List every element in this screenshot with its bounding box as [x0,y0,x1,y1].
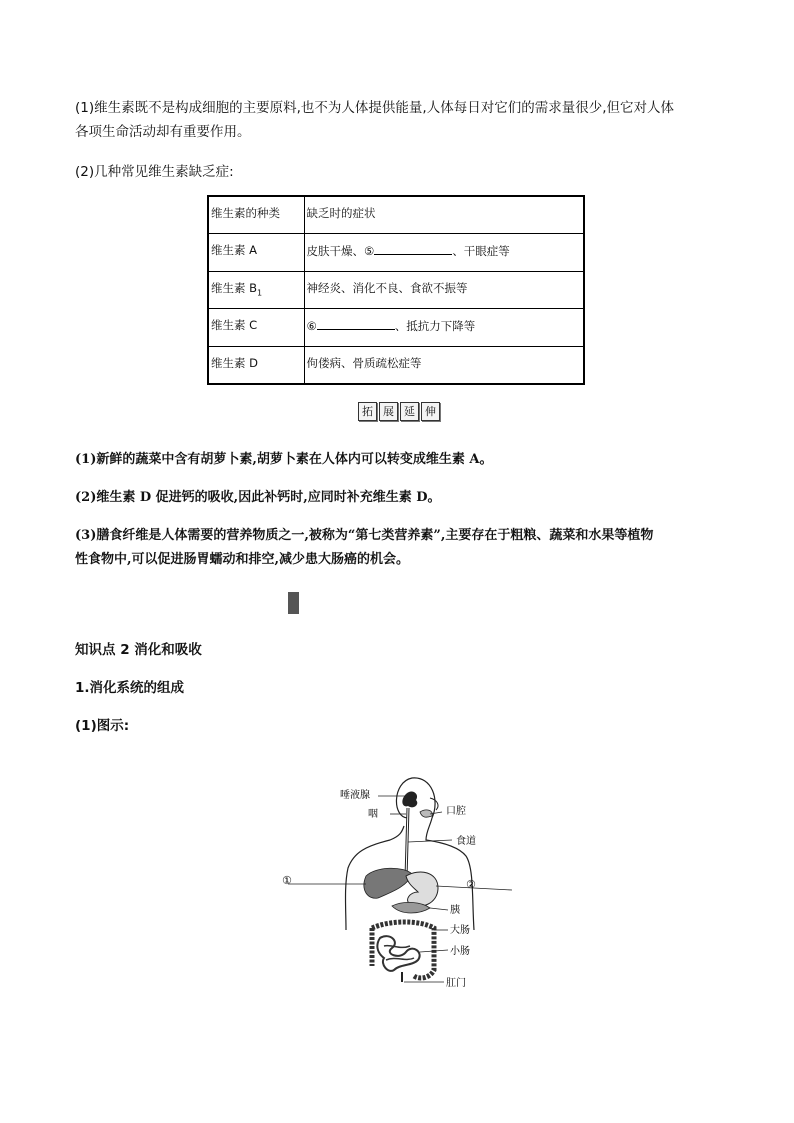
digestive-system-diagram [280,760,520,995]
extension-char: 拓 [358,402,377,421]
vitamin-list-heading: (2)几种常见维生素缺乏症: [75,164,234,180]
section-subtitle: 1.消化系统的组成 [75,680,185,696]
extension-char: 展 [379,402,398,421]
extension-note-4: 性食物中,可以促进肠胃蠕动和排空,减少患大肠癌的机会。 [75,552,410,567]
large-intestine [372,922,434,978]
table-row [208,234,584,272]
label-marker-1: ① [282,874,292,887]
header-vitamin-type: 维生素的种类 [208,196,304,234]
label-mouth: 口腔 [446,806,466,817]
symptom-cell: 神经炎、消化不良、食欲不振等 [304,271,584,309]
symptom-cell: 佝偻病、骨质疏松症等 [304,346,584,384]
stomach [406,872,438,906]
label-salivary-gland: 唾液腺 [340,790,370,801]
table-header-row [208,196,584,234]
label-large-intestine: 大肠 [450,925,470,936]
symptom-cell: 皮肤干燥、⑤ 、干眼症等 [304,234,584,272]
vitamin-name: 维生素 A [208,234,304,272]
label-small-intestine: 小肠 [450,946,470,957]
label-pharynx: 咽 [368,809,378,820]
figure-label: (1)图示: [75,718,130,734]
extension-char: 延 [400,402,419,421]
liver [364,868,412,898]
vitamin-name: 维生素 $B_1$ [208,271,304,309]
salivary-gland [402,792,417,808]
header-symptoms: 缺乏时的症状 [304,196,584,234]
vitamin-deficiency-table [207,195,585,385]
small-intestine [377,936,419,971]
extension-note-1: (1)新鲜的蔬菜中含有胡萝卜素,胡萝卜素在人体内可以转变成维生素 A。 [75,452,493,467]
intro-line-2: 各项生命活动却有重要作用。 [75,124,251,140]
label-pancreas: 胰 [450,905,460,916]
table-row [208,271,584,309]
symptom-cell: ⑥ 、抵抗力下降等 [304,309,584,347]
extension-badge [358,402,440,421]
vitamin-name: 维生素 D [208,346,304,384]
extension-char: 伸 [421,402,440,421]
answer-blank-6[interactable] [317,317,395,330]
vitamin-name: 维生素 C [208,309,304,347]
intro-line-1: (1)维生素既不是构成细胞的主要原料,也不为人体提供能量,人体每日对它们的需求量很少,但它对人体 [75,100,674,116]
table-row [208,346,584,384]
label-esophagus: 食道 [456,836,476,847]
label-anus: 肛门 [446,978,466,989]
answer-blank-5[interactable] [374,242,452,255]
section-title: 知识点 2 消化和吸收 [75,642,202,658]
table-row [208,309,584,347]
section-marker [288,592,299,614]
extension-note-3: (3)膳食纤维是人体需要的营养物质之一,被称为“第七类营养素”,主要存在于粗粮、蔬菜和水果等植物 [75,528,654,543]
label-marker-2: ② [466,878,476,891]
extension-note-2: (2)维生素 D 促进钙的吸收,因此补钙时,应同时补充维生素 D。 [75,490,441,505]
